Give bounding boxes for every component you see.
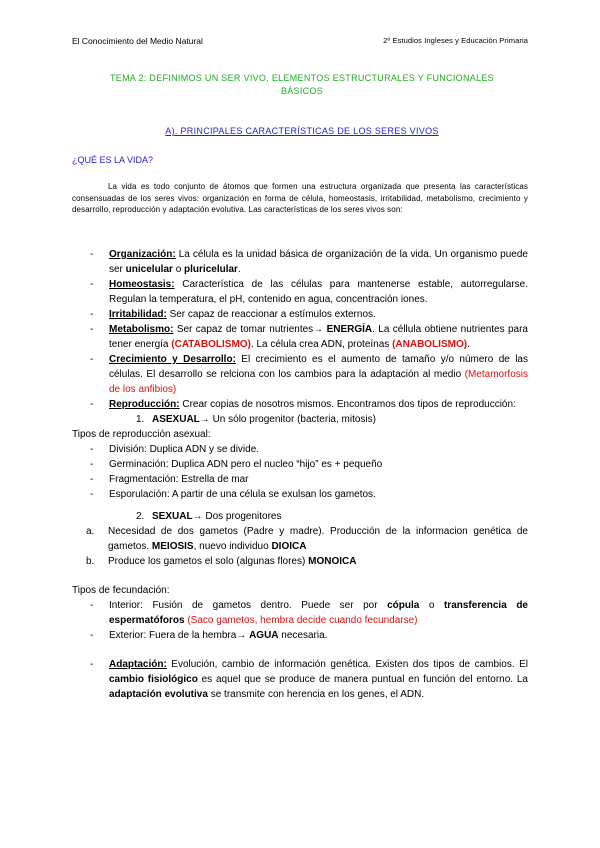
list-item — [72, 442, 528, 457]
list-number: 1. — [136, 414, 145, 425]
list-marker: b. — [86, 556, 95, 567]
text: Ser capaz de tomar nutrientes→ — [173, 324, 327, 335]
text: Crear copias de nosotros mismos. Encontramos dos tipos de reproducción: — [179, 399, 516, 410]
text: . — [467, 339, 470, 350]
bold-pluricelular: pluricelular — [184, 264, 238, 275]
term-organizacion: Organización: — [109, 249, 176, 260]
item-irritabilidad — [72, 307, 528, 322]
item-organizacion — [72, 247, 528, 277]
bullet: - — [90, 309, 94, 320]
bold-monoica: MONOICA — [308, 556, 357, 567]
section-a-heading: A). PRINCIPALES CARACTERÍSTICAS DE LOS SERES VIVOS — [165, 126, 439, 136]
bullet: - — [90, 630, 94, 641]
topic-title-line-1: TEMA 2: DEFINIMOS UN SER VIVO. ELEMENTOS ESTRUCTURALES Y FUNCIONALES — [110, 73, 494, 83]
header-degree: 2º Estudios Ingleses y Educación Primaria — [383, 36, 528, 45]
text: Evolución, cambio de información genética. Existen dos tipos de cambios. El — [166, 659, 528, 670]
bold-unicelular: unicelular — [125, 264, 173, 275]
bullet: - — [90, 279, 94, 290]
sexual-title: SEXUAL — [152, 511, 193, 522]
text: . — [237, 264, 241, 275]
list-marker: a. — [86, 526, 95, 537]
text: El crecimiento es el aumento de tamaño y/o número de las células. El desarrollo se relciona con los cambios para la adaptación al medio — [109, 354, 528, 380]
header-course-title: El Conocimiento del Medio Natural — [72, 36, 203, 46]
sexual-text: → Dos progenitores — [192, 511, 282, 522]
metamorfosis-note: (Metamorfosis de los anfibios) — [109, 369, 528, 395]
term-reproduccion: Reproducción: — [109, 399, 180, 410]
bullet: - — [90, 444, 94, 455]
asexual-type-text: Esporulación: A partir de una célula se exulsan los gametos. — [109, 489, 376, 500]
interior-note: (Saco gametos, hembra decide cuando fecundarse) — [184, 615, 418, 626]
sexual-item-a — [72, 524, 528, 554]
item-reproduccion — [72, 397, 528, 412]
bullet: - — [90, 249, 94, 260]
list-item — [72, 487, 528, 502]
term-crecimiento: Crecimiento y Desarrollo: — [109, 354, 236, 365]
bold-agua: AGUA — [249, 630, 279, 641]
bullet: - — [90, 474, 94, 485]
text: La célula es la unidad básica de organización de la vida. Un organismo puede ser — [109, 249, 528, 275]
term-metabolismo: Metabolismo: — [109, 324, 174, 335]
bullet: - — [90, 354, 94, 365]
text: Exterior: Fuera de la hembra→ — [109, 630, 250, 641]
bold-dioica: DIOICA — [271, 541, 307, 552]
bold-meiosis: MEIOSIS — [151, 541, 194, 552]
topic-title — [72, 72, 532, 97]
item-homeostasis — [72, 277, 528, 307]
bold-copula: cópula — [387, 600, 420, 611]
text: Interior: Fusión de gametos dentro. Puede ser por — [109, 600, 388, 611]
bullet: - — [90, 324, 94, 335]
bold-energia: ENERGÍA — [326, 324, 373, 335]
text: , nuevo individuo — [193, 541, 272, 552]
term-homeostasis: Homeostasis: — [109, 279, 175, 290]
list-item — [72, 457, 528, 472]
fecundation-interior — [72, 598, 528, 628]
catabolismo-label: (CATABOLISMO) — [171, 339, 251, 350]
sexual-item-b — [72, 554, 528, 569]
topic-title-line-2: BÁSICOS — [280, 85, 324, 96]
text: Ser capaz de reaccionar a estímulos externos. — [166, 309, 376, 320]
anabolismo-label: (ANABOLISMO) — [392, 339, 468, 350]
item-metabolismo — [72, 322, 528, 352]
text: o — [172, 264, 185, 275]
intro-paragraph: La vida es todo conjunto de átomos que formen una estructura organizada que presenta las características consensuadas de los seres vivos: organización en forma de célula, homeostasis, irritabilidad, metabolismo, crecimiento y desarrollo, reproducción y adaptación evolutiva. Las características de los seres vivos son: — [72, 182, 528, 214]
fecundation-exterior — [72, 628, 528, 643]
term-adaptacion: Adaptación: — [109, 659, 167, 670]
text: . La célula crea ADN, proteínas — [250, 339, 393, 350]
question-heading: ¿QUÉ ES LA VIDA? — [72, 155, 154, 165]
bold-cambio-fisiologico: cambio fisiológico — [109, 674, 198, 685]
characteristics-body — [72, 247, 528, 702]
item-adaptacion — [72, 657, 528, 702]
list-number: 2. — [136, 511, 145, 522]
asexual-title: ASEXUAL — [152, 414, 200, 425]
text: Produce los gametos el solo (algunas flores) — [108, 556, 309, 567]
text: Necesidad de dos gametos (Padre y madre). Producción de la informacion genética de gametos. — [108, 526, 528, 552]
text: Característica de las células para mantenerse estable, autorregularse. Regulan la temperatura, el pH, contenido en agua, concentración iones. — [109, 279, 528, 305]
term-irritabilidad: Irritabilidad: — [109, 309, 167, 320]
bullet: - — [90, 659, 94, 670]
bullet: - — [90, 399, 94, 410]
text: . La céllula obtiene nutrientes para tener energía — [109, 324, 528, 350]
bold-espermatoforos: transferencia de espermatóforos — [109, 600, 528, 626]
text: o — [419, 600, 444, 611]
bullet: - — [90, 459, 94, 470]
bold-adaptacion-evolutiva: adaptación evolutiva — [109, 689, 208, 700]
asexual-type-text: Fragmentación: Estrella de mar — [109, 474, 249, 485]
fecundation-heading: Tipos de fecundación: — [72, 585, 170, 596]
asexual-type-text: División: Duplica ADN y se divide. — [109, 444, 260, 455]
bullet: - — [90, 489, 94, 500]
asexual-type-text: Germinación: Duplica ADN pero el nucleo “hijo” es + pequeño — [109, 459, 383, 470]
bullet: - — [90, 600, 94, 611]
text: es aquel que se produce de manera puntual en función del entorno. La — [197, 674, 528, 685]
item-crecimiento — [72, 352, 528, 397]
asexual-text: → Un sólo progenitor (bacteria, mitosis) — [199, 414, 376, 425]
asexual-heading — [72, 412, 528, 427]
text: se transmite con herencia en los genes, el ADN. — [207, 689, 425, 700]
sexual-heading — [72, 509, 528, 524]
list-item — [72, 472, 528, 487]
text: necesaria. — [278, 630, 328, 641]
asexual-types-heading: Tipos de reproducción asexual: — [72, 429, 211, 440]
